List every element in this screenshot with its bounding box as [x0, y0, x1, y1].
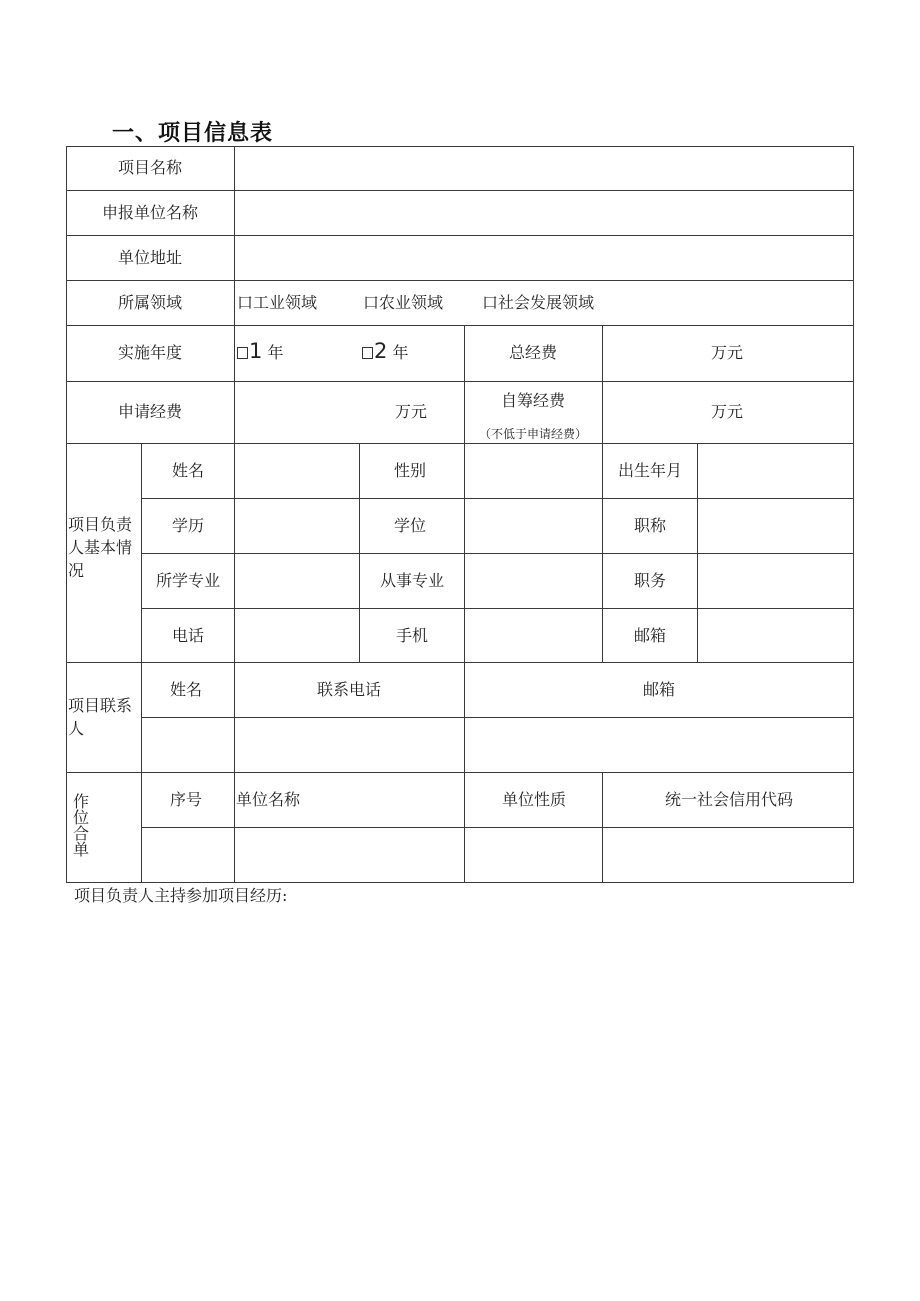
rule [141, 498, 854, 499]
period-option-2[interactable] [362, 341, 408, 363]
self-funds-note: （不低于申请经费） [478, 427, 588, 441]
rule [464, 443, 465, 883]
rule [234, 146, 235, 443]
rule [464, 325, 465, 443]
rule [66, 882, 854, 883]
page-title: 一、项目信息表 [112, 121, 274, 146]
contact-phone-header: 联系电话 [316, 680, 382, 699]
period-label: 实施年度 [117, 343, 183, 362]
rule [141, 608, 854, 609]
checkbox-icon[interactable] [362, 347, 373, 359]
rule [359, 443, 360, 662]
rule [66, 325, 854, 326]
partner-credit-code-header: 统一社会信用代码 [664, 790, 794, 809]
footer-note: 项目负责人主持参加项目经历: [74, 886, 288, 905]
period-unit: 年 [392, 343, 409, 362]
rule [853, 146, 854, 883]
leader-degree-label: 学位 [393, 516, 427, 535]
project-name-label: 项目名称 [117, 158, 183, 177]
leader-position-label: 职务 [633, 571, 667, 590]
partner-label-char: 单 [72, 840, 89, 859]
contact-email-header: 邮箱 [642, 680, 676, 699]
leader-title-label: 职称 [633, 516, 667, 535]
rule [234, 443, 235, 883]
leader-name-label: 姓名 [171, 461, 205, 480]
rule [602, 443, 603, 662]
field-option-agriculture[interactable]: 口农业领域 [363, 293, 444, 312]
partner-unit-type-header: 单位性质 [501, 790, 567, 809]
leader-email-label: 邮箱 [633, 626, 667, 645]
rule [66, 662, 854, 663]
partner-section-label [72, 794, 90, 858]
leader-gender-label: 性别 [393, 461, 427, 480]
rule [66, 146, 854, 147]
partner-unit-name-header: 单位名称 [236, 790, 301, 809]
checkbox-icon[interactable] [237, 347, 248, 359]
rule [697, 443, 698, 662]
rule [66, 235, 854, 236]
rule [66, 772, 854, 773]
apply-funds-unit: 万元 [395, 402, 428, 421]
rule [66, 381, 854, 382]
period-unit: 年 [267, 343, 284, 362]
rule [66, 146, 67, 883]
rule [141, 553, 854, 554]
period-option-1[interactable] [237, 341, 283, 363]
leader-phone-label: 电话 [171, 626, 205, 645]
applicant-label: 申报单位名称 [101, 203, 199, 222]
field-option-social[interactable]: 口社会发展领域 [482, 293, 595, 312]
rule [602, 325, 603, 443]
rule [141, 827, 854, 828]
address-label: 单位地址 [117, 248, 183, 267]
leader-birth-label: 出生年月 [617, 461, 683, 480]
leader-specialty-label: 从事专业 [379, 571, 445, 590]
partner-label-char: 作 [72, 792, 89, 811]
partner-label-char: 合 [72, 824, 89, 843]
rule [141, 717, 854, 718]
leader-mobile-label: 手机 [395, 626, 429, 645]
rule [66, 443, 854, 444]
rule [141, 443, 142, 883]
rule [602, 772, 603, 883]
total-funds-unit: 万元 [711, 343, 744, 362]
leader-section-label: 项目负责人基本情况 [68, 515, 133, 580]
self-funds-label: 自筹经费 [500, 391, 566, 410]
project-info-table [66, 146, 854, 883]
rule [66, 190, 854, 191]
partner-label-char: 位 [72, 808, 89, 827]
contact-name-header: 姓名 [169, 680, 203, 699]
field-label: 所属领域 [117, 293, 183, 312]
apply-funds-label: 申请经费 [117, 402, 183, 421]
leader-major-label: 所学专业 [155, 571, 221, 590]
partner-seq-header: 序号 [169, 790, 203, 809]
total-funds-label: 总经费 [508, 343, 558, 362]
period-number: 1 [249, 339, 263, 363]
field-option-industry[interactable]: 口工业领域 [237, 293, 318, 312]
self-funds-unit: 万元 [711, 402, 744, 421]
contact-section-label: 项目联系人 [68, 696, 133, 738]
rule [66, 280, 854, 281]
period-number: 2 [374, 339, 388, 363]
leader-education-label: 学历 [171, 516, 205, 535]
